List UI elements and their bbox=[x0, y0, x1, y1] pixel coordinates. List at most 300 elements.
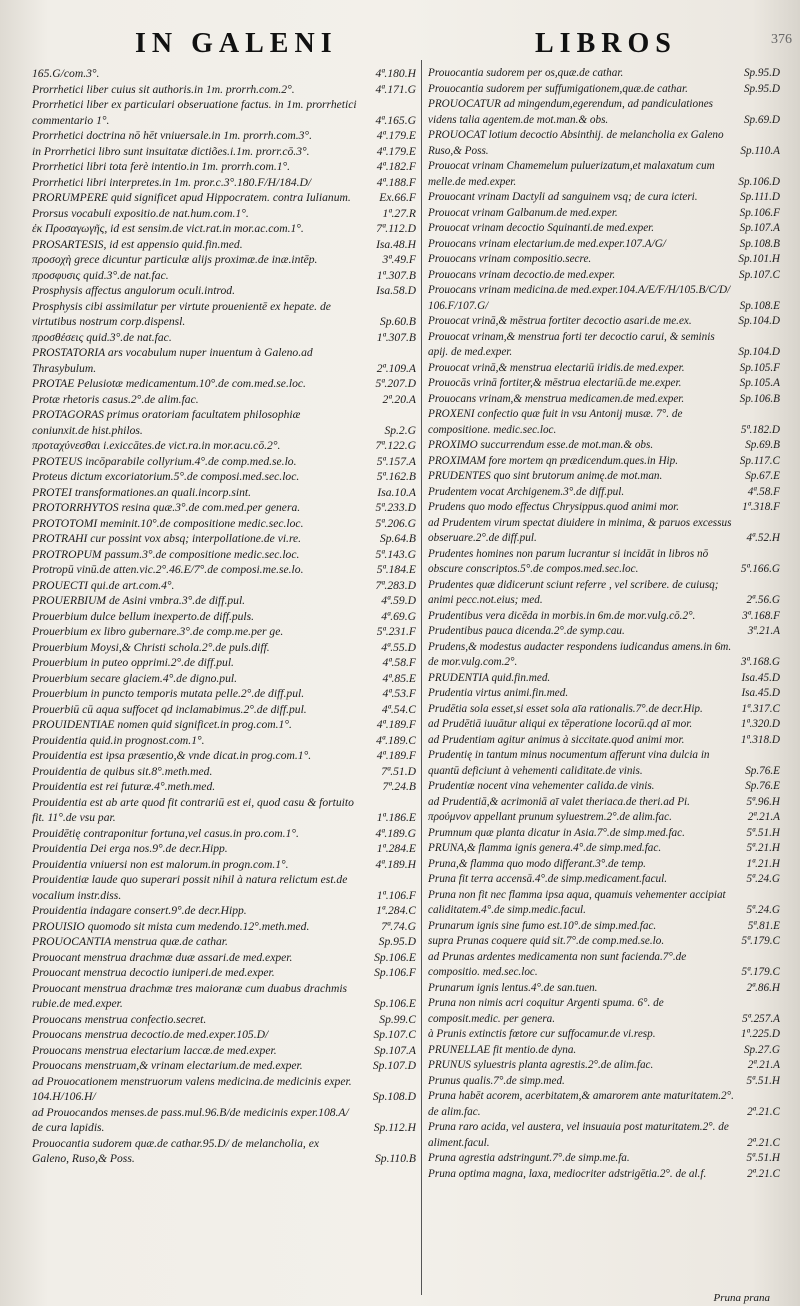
index-entry-text: προσοχὴ grece dicuntur particulæ alijs proximæ.de inæ.intēp. bbox=[32, 253, 318, 266]
index-entry bbox=[32, 283, 416, 299]
index-entry-text: Prouocans menstruam,& vrinam electarium.de med.exper. bbox=[32, 1059, 303, 1072]
index-entry-text: Prorrhetici libri tota ferè intentio.in 1m. prorrh.com.1°. bbox=[32, 160, 291, 173]
index-entry-text: Prouocant menstrua drachmæ tres maioranæ cum duabus drachmis rubie.de med.exper. bbox=[32, 981, 348, 1010]
index-entry-reference: 4ª.55.D bbox=[381, 640, 416, 654]
index-entry-text: PROXENI confectio quæ fuit in vsu Antonij musæ. 7°. de compositione. medic.sec.loc. bbox=[428, 408, 683, 436]
index-entry-reference: 7ª.74.G bbox=[381, 919, 416, 933]
index-entry bbox=[32, 748, 416, 764]
index-entry-text: Prouidentia indagare consert.9°.de decr.Hipp. bbox=[32, 904, 247, 917]
index-entry-reference: 2ª.21.C bbox=[747, 1136, 780, 1149]
index-entry-text: PROTRAHI cur possint vox absq; interpollatione.de vi.re. bbox=[32, 532, 302, 545]
index-entry-reference: 1ª.320.D bbox=[740, 718, 780, 730]
index-entry-text: Prouidentia est ab arte quod fit contrariū est ei, quod casu & fortuito fit. 11°.de vsu par. bbox=[32, 795, 354, 824]
index-entry bbox=[428, 640, 780, 671]
index-entry bbox=[32, 795, 416, 826]
index-entry-reference: 5ª.24.G bbox=[746, 873, 780, 885]
index-entry-reference: Sp.99.C bbox=[379, 1012, 416, 1026]
index-entry-reference: 1ª.21.H bbox=[746, 857, 780, 870]
index-entry-text: Prouerbium in puncto temporis mutata pelle.2°.de diff.pul. bbox=[32, 687, 305, 700]
index-entry-text: Prudentia virtus animi.fin.med. bbox=[428, 687, 569, 699]
index-entry-text: PROUOCATUR ad mingendum,egerendum, ad pandiculationes videns talia agentem.de mot.man.& obs. bbox=[428, 98, 714, 126]
index-entry bbox=[32, 159, 416, 175]
index-entry-reference: 7ª.112.D bbox=[376, 222, 416, 235]
index-entry bbox=[428, 485, 780, 501]
index-entry-text: Prouerbium secare glaciem.4°.de digno.pul. bbox=[32, 671, 238, 685]
index-entry-reference: Sp.104.D bbox=[738, 346, 780, 358]
index-entry-text: Pruna fit terra accensā.4°.de simp.medicament.facul. bbox=[428, 873, 668, 885]
index-entry bbox=[428, 702, 780, 718]
column-divider bbox=[421, 60, 422, 1295]
index-entry bbox=[428, 330, 780, 361]
index-entry-reference: Isa.45.D bbox=[741, 671, 780, 684]
index-entry bbox=[32, 779, 416, 795]
index-entry-reference: 1ª.225.D bbox=[740, 1028, 780, 1040]
index-entry-reference: Sp.106.D bbox=[738, 175, 780, 188]
index-entry bbox=[32, 531, 416, 547]
index-entry-text: Prouocans menstrua confectio.secret. bbox=[32, 1012, 207, 1026]
index-entry bbox=[32, 686, 416, 702]
index-entry bbox=[428, 981, 780, 997]
index-entry-reference: Sp.67.E bbox=[745, 470, 780, 482]
index-entry bbox=[428, 361, 780, 377]
index-entry-reference: 1ª.27.R bbox=[382, 206, 416, 220]
index-entry-reference: Isa.48.H bbox=[376, 237, 416, 251]
index-entry-reference: 4ª.179.E bbox=[376, 144, 416, 158]
index-entry-reference: 5ª.257.A bbox=[742, 1012, 780, 1025]
index-entry bbox=[32, 950, 416, 966]
index-entry-reference: Sp.104.D bbox=[738, 315, 780, 327]
index-entry bbox=[428, 314, 780, 330]
index-entry-text: Prouocans vrinam compositio.secre. bbox=[428, 253, 592, 265]
index-entry-text: Protropū vinū.de atten.vic.2°.46.E/7°.de composi.me.se.lo. bbox=[32, 563, 304, 576]
index-entry bbox=[428, 392, 780, 408]
index-entry-reference: 4ª.58.F bbox=[747, 485, 780, 498]
index-entry-reference: 5ª.207.D bbox=[375, 377, 416, 390]
index-entry bbox=[428, 826, 780, 842]
index-entry-text: Prouocant menstrua decoctio iuniperi.de med.exper. bbox=[32, 966, 275, 979]
index-entry-text: PRUNA,& flamma ignis genera.4°.de simp.med.fac. bbox=[428, 842, 662, 854]
index-entry-text: PROTORRHYTOS resina quæ.3°.de com.med.per genera. bbox=[32, 501, 301, 514]
index-entry bbox=[428, 934, 780, 950]
index-entry-reference: Isa.10.A bbox=[377, 485, 416, 499]
index-entry bbox=[428, 795, 780, 811]
index-entry-text: Prorrhetici libri interpretes.in 1m. pror.c.3°.180.F/H/184.D/ bbox=[32, 175, 312, 189]
index-entry-text: PROUOCANTIA menstrua quæ.de cathar. bbox=[32, 935, 228, 948]
index-entry-text: Prouerbiū cū aqua suffocet qd inclamabimus.2°.de diff.pul. bbox=[32, 702, 307, 716]
index-entry bbox=[428, 578, 780, 609]
index-entry-reference: 4ª.53.F bbox=[382, 687, 416, 700]
index-entry-reference: 5ª.24.G bbox=[746, 904, 780, 916]
index-entry-reference: 5ª.184.E bbox=[376, 563, 416, 576]
index-entry bbox=[428, 686, 780, 702]
index-entry-text: ad Prudentem virum spectat diuidere in minima, & paruos excessus obseruare.2°.de diff.pul. bbox=[428, 516, 732, 544]
index-entry bbox=[428, 376, 780, 392]
index-entry-reference: 4ª.189.H bbox=[375, 857, 416, 871]
index-entry-text: Prouocat vrinam decoctio Squinanti.de med.exper. bbox=[428, 222, 655, 234]
index-entry-text: Prudentes quæ didicerunt sciunt referre , vel scribere. de cuiusq; animi pecc.not.eius; med. bbox=[428, 578, 719, 606]
index-entry-reference: Sp.64.B bbox=[379, 532, 416, 545]
index-entry-reference: 5ª.51.H bbox=[746, 1152, 780, 1164]
index-entry-reference: 1ª.307.B bbox=[376, 268, 416, 282]
index-entry bbox=[32, 593, 416, 609]
index-entry-text: προσθέσεις quid.3°.de nat.fac. bbox=[32, 330, 172, 344]
index-entry bbox=[428, 407, 780, 438]
index-entry-text: ad Prouocationem menstruorum valens medicina.de medicinis exper. 104.H/106.H/ bbox=[32, 1074, 352, 1103]
index-entry bbox=[428, 748, 780, 779]
index-entry bbox=[32, 469, 416, 485]
index-entry bbox=[428, 454, 780, 470]
index-entry-text: Prudentibus vera dicēda in morbis.in 6m.de mor.vulg.cō.2°. bbox=[428, 609, 696, 622]
running-header bbox=[0, 28, 800, 64]
index-entry-text: Prorrhetici liber ex particulari obseruatione factus. in 1m. prorrhetici commentario 1°. bbox=[32, 98, 357, 127]
header-left-title: IN GALENI bbox=[135, 28, 338, 59]
index-entry bbox=[428, 252, 780, 268]
index-entry-text: προταχύνεσθαι i.exiccātes.de vict.ra.in mor.acu.cō.2°. bbox=[32, 439, 281, 452]
index-entry-text: Prouerbium in puteo opprimi.2°.de diff.pul. bbox=[32, 656, 234, 669]
index-entry bbox=[32, 376, 416, 392]
index-entry-text: Prouocans vrinam,& menstrua medicamen.de med.exper. bbox=[428, 392, 685, 405]
index-entry-reference: 5ª.233.D bbox=[375, 501, 416, 514]
index-entry-reference: 7ª.283.D bbox=[375, 578, 416, 592]
index-entry-text: Prunarum ignis sine fumo est.10°.de simp.med.fac. bbox=[428, 919, 657, 932]
index-entry-text: Prunus qualis.7°.de simp.med. bbox=[428, 1074, 565, 1087]
index-entry-text: Prudentes homines non parum lucrantur si incidāt in libros nō obscure conscriptos.5°.de compos.med.sec.loc. bbox=[428, 547, 709, 575]
index-entry-text: Prouidentiæ laude quo superari possit nihil à natura relictum est.de vocalium instr.diss. bbox=[32, 873, 348, 902]
index-entry-text: Prouidentia vniuersi non est malorum.in progn.com.1°. bbox=[32, 857, 289, 871]
index-entry-text: Prouocans vrinam medicina.de med.exper.104.A/E/F/H/105.B/C/D/ 106.F/107.G/ bbox=[428, 284, 731, 312]
index-entry-reference: 4ª.189.G bbox=[375, 826, 416, 840]
index-entry-reference: 1ª.317.C bbox=[741, 702, 780, 715]
index-entry bbox=[32, 454, 416, 470]
index-entry-text: Prosphysis affectus angulorum oculi.introd. bbox=[32, 284, 235, 297]
index-entry-reference: Sp.112.H bbox=[373, 1121, 416, 1134]
index-entry-reference: Sp.95.D bbox=[743, 67, 780, 79]
index-entry bbox=[428, 857, 780, 873]
index-entry-text: ἐκ Προσαγωγῆς, id est sensim.de vict.rat.in mor.ac.com.1°. bbox=[32, 222, 304, 235]
index-entry-text: PROUERBIUM de Asini vmbra.3°.de diff.pul. bbox=[32, 594, 246, 607]
index-entry bbox=[32, 965, 416, 981]
index-entry-reference: 4ª.58.F bbox=[382, 656, 416, 669]
index-entry-reference: 2ª.86.H bbox=[746, 981, 780, 994]
index-entry-reference: Sp.106.E bbox=[374, 950, 416, 964]
index-entry bbox=[428, 1089, 780, 1120]
index-entry-reference: 1ª.284.E bbox=[376, 842, 416, 855]
index-entry bbox=[428, 779, 780, 795]
index-entry-text: ad Prudētiā iuuātur aliqui ex tēperatione locorū.qd aī mor. bbox=[428, 718, 693, 730]
index-entry bbox=[428, 609, 780, 625]
index-entry-reference: 2ª.21.C bbox=[747, 1105, 780, 1118]
index-entry-text: ad Prunas ardentes medicamenta non sunt facienda.7°.de compositio. med.sec.loc. bbox=[428, 950, 687, 978]
index-entry bbox=[32, 702, 416, 718]
index-entry-reference: 3ª.168.G bbox=[740, 656, 780, 668]
index-entry bbox=[428, 671, 780, 687]
index-entry-text: ad Prouocandos menses.de pass.mul.96.B/de medicinis exper.108.A/ de cura lapidis. bbox=[32, 1105, 349, 1134]
folio-number: 376 bbox=[771, 32, 792, 47]
index-entry-reference: 4ª.165.G bbox=[375, 113, 416, 127]
index-entry-reference: Sp.108.E bbox=[739, 299, 780, 312]
index-entry bbox=[428, 624, 780, 640]
index-entry-reference: Sp.69.B bbox=[745, 439, 780, 451]
index-entry-reference: Sp.60.B bbox=[379, 315, 416, 328]
index-entry-reference: Sp.27.G bbox=[743, 1043, 780, 1056]
index-entry bbox=[32, 82, 416, 98]
index-entry-text: Prudens,& modestus audacter respondens iudicandus amens.in 6m. de mor.vulg.com.2°. bbox=[428, 640, 732, 668]
index-entry bbox=[32, 1136, 416, 1167]
index-entry-text: PROTAE Pelusiotæ medicamentum.10°.de com.med.se.loc. bbox=[32, 377, 306, 390]
index-entry-reference: 2ª.20.A bbox=[382, 392, 416, 406]
index-entry-reference: 2ª.21.A bbox=[747, 1059, 780, 1071]
index-entry bbox=[428, 82, 780, 98]
index-entry bbox=[32, 609, 416, 625]
index-entry bbox=[32, 1105, 416, 1136]
index-entry-text: Prouerbium dulce bellum inexperto.de diff.puls. bbox=[32, 609, 255, 623]
index-entry bbox=[428, 1027, 780, 1043]
index-entry-text: προύμνον appellant prunum syluestrem.2°.de alim.fac. bbox=[428, 811, 672, 823]
index-entry-reference: 7ª.51.D bbox=[381, 764, 416, 778]
index-entry-reference: 1ª.318.D bbox=[740, 733, 780, 746]
index-entry bbox=[32, 717, 416, 733]
index-entry-reference: Sp.107.C bbox=[738, 268, 780, 281]
index-entry-text: Pruna habēt acorem, acerbitatem,& amarorem ante maturitatem.2°. de alim.fac. bbox=[428, 1090, 734, 1118]
index-entry bbox=[428, 97, 780, 128]
index-entry-reference: 4ª.171.G bbox=[375, 82, 416, 96]
index-entry bbox=[32, 407, 416, 438]
index-entry-reference: 2ª.56.G bbox=[746, 594, 780, 606]
index-entry bbox=[428, 66, 780, 82]
index-entry-reference: 1ª.284.C bbox=[376, 904, 416, 917]
index-entry-text: Protæ rhetoris casus.2°.de alim.fac. bbox=[32, 392, 199, 406]
index-entry-text: Prorrhetici doctrina nō hēt vniuersale.in 1m. prorrh.com.3°. bbox=[32, 129, 312, 142]
index-entry-text: PROTROPUM passum.3°.de compositione medic.sec.loc. bbox=[32, 547, 300, 561]
index-entry-reference: Sp.107.C bbox=[373, 1028, 416, 1041]
index-entry-reference: 4ª.188.F bbox=[376, 175, 416, 189]
index-entry bbox=[428, 1074, 780, 1090]
index-entry-text: Prorsus vocabuli expositio.de nat.hum.com.1°. bbox=[32, 206, 249, 220]
index-entry-text: PROUIDENTIAE nomen quid significet.in prog.com.1°. bbox=[32, 718, 292, 731]
index-entry bbox=[428, 810, 780, 826]
index-entry-reference: 5ª.157.A bbox=[376, 454, 416, 468]
index-entry-reference: 4ª.59.D bbox=[381, 594, 416, 607]
index-entry-reference: 7ª.122.G bbox=[375, 439, 416, 452]
index-entry bbox=[32, 872, 416, 903]
index-entry-text: Prouocans menstrua decoctio.de med.exper.105.D/ bbox=[32, 1028, 269, 1041]
index-entry bbox=[428, 438, 780, 454]
index-entry-reference: 4ª.54.C bbox=[381, 702, 416, 716]
index-entry-reference: Sp.107.A bbox=[374, 1043, 416, 1057]
index-entry-text: Prudētia sola esset,si esset sola aīa rationalis.7°.de decr.Hip. bbox=[428, 702, 703, 715]
index-entry bbox=[32, 841, 416, 857]
index-entry bbox=[32, 934, 416, 950]
index-entry-text: Prouocans menstrua electarium laccæ.de med.exper. bbox=[32, 1043, 277, 1057]
index-entry bbox=[32, 903, 416, 919]
index-entry-text: Prouocans vrinam electarium.de med.exper.107.A/G/ bbox=[428, 237, 666, 250]
index-entry bbox=[32, 221, 416, 237]
index-entry bbox=[32, 144, 416, 160]
index-entry-reference: Sp.2.G bbox=[384, 423, 416, 437]
index-entry-reference: Sp.76.E bbox=[745, 780, 780, 792]
index-entry-text: Prouocat vrinā,& menstrua electariū iridis.de med.exper. bbox=[428, 361, 685, 374]
index-entry-reference: Isa.58.D bbox=[376, 284, 416, 297]
index-entry-text: Proteus dictum excoriatorium.5°.de composi.med.sec.loc. bbox=[32, 470, 300, 483]
index-entry-text: Prosphysis cibi assimilatur per virtute prouenientē ex hepate. de virtutibus nostrum corp.dispensl. bbox=[32, 299, 331, 328]
index-entry-text: Prouidentia est ipsa præsentio,& vnde dicat.in prog.com.1°. bbox=[32, 749, 312, 762]
index-entry bbox=[32, 66, 416, 82]
index-entry-reference: 2ª.109.A bbox=[376, 361, 416, 375]
index-entry-text: à Prunis extinctis fœtore cur suffocamur.de vi.resp. bbox=[428, 1028, 656, 1040]
index-entry-text: PRORUMPERE quid significet apud Hippocratem. contra Iulianum. bbox=[32, 191, 351, 204]
index-entry-reference: 5ª.143.G bbox=[375, 547, 416, 561]
index-entry bbox=[32, 206, 416, 222]
index-entry bbox=[428, 1043, 780, 1059]
index-entry-text: Prumnum quæ planta dicatur in Asia.7°.de simp.med.fac. bbox=[428, 826, 685, 839]
index-entry-text: Prunarum ignis lentus.4°.de san.tuen. bbox=[428, 981, 598, 994]
index-entry-reference: Sp.111.D bbox=[740, 191, 780, 203]
index-entry-reference: Isa.45.D bbox=[741, 687, 780, 699]
index-entry-text: Prouocat vrinam Galbanum.de med.exper. bbox=[428, 206, 618, 219]
index-column-right bbox=[428, 66, 780, 1296]
index-entry bbox=[32, 547, 416, 563]
index-entry-reference: 5ª.182.D bbox=[740, 423, 780, 436]
index-entry bbox=[32, 190, 416, 206]
index-entry-reference: 3ª.168.F bbox=[742, 609, 780, 622]
index-entry-text: 165.G/com.3°. bbox=[32, 67, 100, 80]
index-entry-text: Prouidentia Dei erga nos.9°.de decr.Hipp. bbox=[32, 842, 228, 855]
index-entry-text: Pruna raro acida, vel austera, vel insuauia post maturitatem.2°. de aliment.facul. bbox=[428, 1121, 729, 1149]
index-entry-text: Pruna optima magna, laxa, mediocriter adstrigētia.2°. de al.f. bbox=[428, 1167, 707, 1180]
index-entry-reference: 4ª.69.G bbox=[381, 609, 416, 623]
index-entry-reference: 3ª.21.A bbox=[747, 625, 780, 637]
index-entry bbox=[32, 1027, 416, 1043]
index-entry bbox=[428, 1058, 780, 1074]
index-entry-text: PRUNELLAE fit mentio.de dyna. bbox=[428, 1043, 577, 1056]
index-entry-text: in Prorrhetici libro sunt insuitatæ dictiões.i.1m. prorr.cō.3°. bbox=[32, 144, 310, 158]
index-entry-reference: 5ª.96.H bbox=[746, 795, 780, 808]
index-entry-reference: 5ª.179.C bbox=[741, 966, 780, 978]
index-entry-text: Prouocant vrinam Dactyli ad sanguinem vsq; de cura icteri. bbox=[428, 191, 698, 203]
index-entry bbox=[428, 1120, 780, 1151]
index-entry-text: προσφυσις quid.3°.de nat.fac. bbox=[32, 268, 169, 282]
index-entry-text: PROXIMO succurrendum esse.de mot.man.& obs. bbox=[428, 439, 654, 451]
index-entry bbox=[32, 671, 416, 687]
index-entry-reference: 1ª.307.B bbox=[376, 330, 416, 344]
index-entry bbox=[32, 655, 416, 671]
index-entry bbox=[32, 516, 416, 532]
index-entry-text: Prouocās vrinā fortiter,& mēstrua electariū.de me.exper. bbox=[428, 377, 682, 389]
index-entry-reference: Sp.106.B bbox=[739, 392, 780, 405]
index-entry bbox=[428, 733, 780, 749]
index-entry-text: Prouidentia quid.in prognost.com.1°. bbox=[32, 733, 205, 747]
index-entry-text: PROXIMAM fore mortem qn prædicendum.ques.in Hip. bbox=[428, 454, 679, 467]
index-entry bbox=[428, 841, 780, 857]
index-entry-text: Prouocantia sudorem quæ.de cathar.95.D/ de melancholia, ex Galeno, Ruso,& Poss. bbox=[32, 1136, 320, 1165]
index-entry-text: PROTAGORAS primus oratoriam facultatem philosophiæ coniunxit.de hist.philos. bbox=[32, 408, 301, 437]
index-entry bbox=[32, 764, 416, 780]
index-entry-text: Prouocant menstrua drachmæ duæ assari.de med.exper. bbox=[32, 950, 293, 964]
index-entry-text: Prouocantia sudorem per os,quæ.de cathar. bbox=[428, 67, 624, 79]
index-entry-text: PROUOCAT lotium decoctio Absinthij. de melancholia ex Galeno Ruso,& Poss. bbox=[428, 129, 724, 157]
index-entry-reference: Ex.66.F bbox=[379, 191, 416, 204]
index-entry bbox=[32, 500, 416, 516]
index-entry-reference: 5ª.51.H bbox=[746, 1074, 780, 1087]
index-column-left bbox=[32, 66, 416, 1296]
index-entry-text: Prouocans vrinam decoctio.de med.exper. bbox=[428, 268, 616, 281]
index-entry bbox=[32, 330, 416, 346]
index-entry-text: Prouocat vrinā,& mēstrua fortiter decoctio asari.de me.ex. bbox=[428, 315, 692, 327]
index-entry-reference: Sp.106.F bbox=[739, 206, 780, 219]
index-entry-reference: 4ª.180.H bbox=[375, 67, 416, 80]
index-entry-text: PROTEUS incōparabile collyrium.4°.de comp.med.se.lo. bbox=[32, 454, 297, 468]
index-entry-reference: 4ª.85.E bbox=[382, 671, 416, 685]
index-entry-text: Pruna non nimis acri coquitur Argenti spuma. 6°. de composit.medic. per genera. bbox=[428, 997, 664, 1025]
index-entry-reference: 4ª.182.F bbox=[376, 160, 416, 173]
index-entry-reference: 5ª.21.H bbox=[746, 842, 780, 854]
index-entry-reference: Sp.110.A bbox=[740, 144, 780, 157]
index-entry-text: ad Prudentiā,& acrimoniā aī valet theriaca.de theri.ad Pi. bbox=[428, 795, 690, 808]
index-entry-text: PROSARTESIS, id est appensio quid.fin.med. bbox=[32, 237, 243, 251]
index-entry-text: Prouocantia sudorem per suffumigationem,quæ.de cathar. bbox=[428, 82, 688, 95]
index-entry-reference: Sp.117.C bbox=[739, 454, 780, 467]
index-entry bbox=[428, 221, 780, 237]
index-entry bbox=[428, 1167, 780, 1183]
index-entry-text: Pruna,& flamma quo modo differant.3°.de temp. bbox=[428, 857, 646, 870]
index-entry bbox=[32, 578, 416, 594]
index-entry-reference: 5ª.206.G bbox=[375, 516, 416, 530]
index-entry bbox=[428, 516, 780, 547]
index-entry-reference: Sp.108.D bbox=[372, 1090, 416, 1103]
index-entry-reference: 4ª.179.E bbox=[376, 129, 416, 142]
header-right-title: LIBROS bbox=[535, 28, 677, 59]
index-entry bbox=[32, 392, 416, 408]
index-entry-text: Prouerbium ex libro gubernare.3°.de comp.me.per ge. bbox=[32, 625, 284, 638]
index-entry bbox=[32, 826, 416, 842]
index-entry-text: ad Prudentiam agitur animus à siccitate.quod animi mor. bbox=[428, 733, 685, 746]
index-entry-text: PRUDENTIA quid.fin.med. bbox=[428, 671, 551, 684]
index-entry-reference: 7ª.24.B bbox=[382, 780, 416, 793]
index-entry bbox=[428, 500, 780, 516]
index-entry-reference: 5ª.162.B bbox=[376, 470, 416, 483]
index-entry-reference: 1ª.106.F bbox=[376, 888, 416, 902]
index-entry bbox=[428, 237, 780, 253]
index-entry bbox=[428, 547, 780, 578]
index-entry-reference: 1ª.186.E bbox=[376, 811, 416, 824]
index-entry-text: Pruna non fit nec flamma ipsa aqua, quamuis vehementer accipiat caliditatem.4°.de simp.medic.facul. bbox=[428, 888, 726, 916]
index-entry bbox=[428, 1151, 780, 1167]
index-entry-reference: 5ª.166.G bbox=[740, 563, 780, 575]
index-entry bbox=[32, 857, 416, 873]
index-entry-text: Prouocat vrinam Chamemelum puluerizatum,et malaxatum cum melle.de med.exper. bbox=[428, 160, 715, 188]
index-entry bbox=[32, 299, 416, 330]
index-entry-reference: 2ª.21.A bbox=[747, 811, 780, 823]
index-entry-text: Prudentię in tantum minus nocumentum afferunt vina dulcia in quantū deficiunt à vehementi caliditate.de vinis. bbox=[428, 749, 710, 777]
index-entry bbox=[32, 128, 416, 144]
index-entry-reference: 1ª.318.F bbox=[742, 501, 780, 513]
index-entry-reference: Sp.69.D bbox=[743, 113, 780, 126]
index-entry bbox=[428, 206, 780, 222]
index-entry bbox=[428, 190, 780, 206]
index-entry-text: Prouidētię contraponitur fortuna,vel casus.in pro.com.1°. bbox=[32, 826, 299, 840]
index-entry-reference: Sp.101.H bbox=[738, 253, 780, 265]
index-entry-reference: 5ª.179.C bbox=[741, 935, 780, 947]
index-entry bbox=[32, 237, 416, 253]
index-entry-text: Prudentiæ nocent vina vehementer calida.de vinis. bbox=[428, 780, 655, 792]
index-entry bbox=[428, 268, 780, 284]
index-entry-text: Prudentibus pauca dicenda.2°.de symp.cau. bbox=[428, 625, 625, 637]
index-entry bbox=[32, 175, 416, 191]
index-entry bbox=[32, 562, 416, 578]
index-entry-reference: 3ª.49.F bbox=[382, 253, 416, 266]
index-entry-text: Prouocat vrinam,& menstrua forti ter decoctio carui, & seminis apij. de med.exper. bbox=[428, 330, 715, 358]
index-entry bbox=[428, 950, 780, 981]
